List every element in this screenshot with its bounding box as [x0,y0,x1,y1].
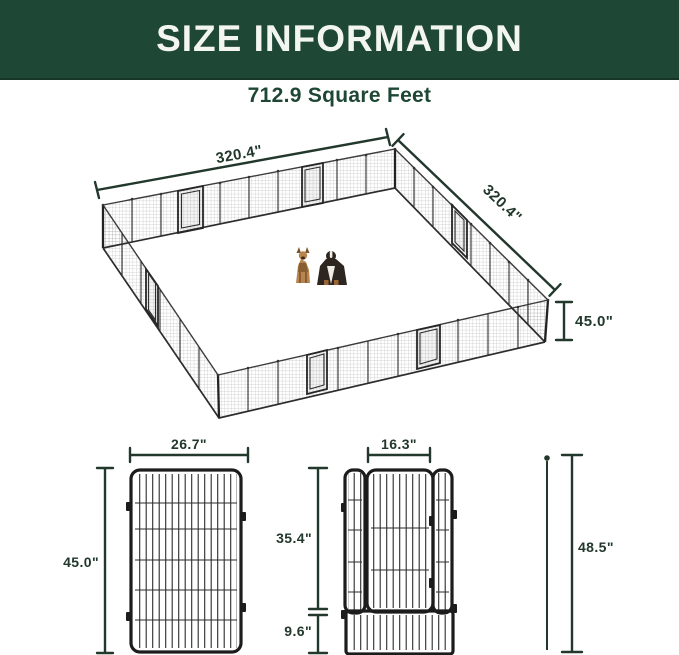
panel-height-label: 45.0" [63,554,99,570]
gate-door-height-dimension [276,468,327,609]
gate-door-width-dimension [368,436,430,462]
stake-height-dimension [562,455,614,652]
stake-diagram [544,455,614,652]
panel-width-label: 26.7" [171,436,207,452]
area-subtitle: 712.9 Square Feet [247,84,432,107]
stake-head [544,455,550,461]
pen-height-dimension [556,302,613,340]
pen-width-label: 320.4" [214,141,264,168]
stake-height-label: 48.5" [578,539,614,555]
panel-width-dimension [130,436,248,462]
panel-diagram [63,436,248,653]
gate-base-height-label: 9.6" [284,623,312,639]
gate-door-height-label: 35.4" [276,530,312,546]
panel-height-dimension [63,468,113,653]
pen-depth-label: 320.4" [479,181,526,227]
gate-base-height-dimension [284,615,327,653]
pen-illustration [95,129,613,418]
pen-height-label: 45.0" [575,313,614,330]
gate-diagram [276,436,457,654]
gate-door-width-label: 16.3" [381,436,417,452]
page-title: SIZE INFORMATION [156,18,523,59]
